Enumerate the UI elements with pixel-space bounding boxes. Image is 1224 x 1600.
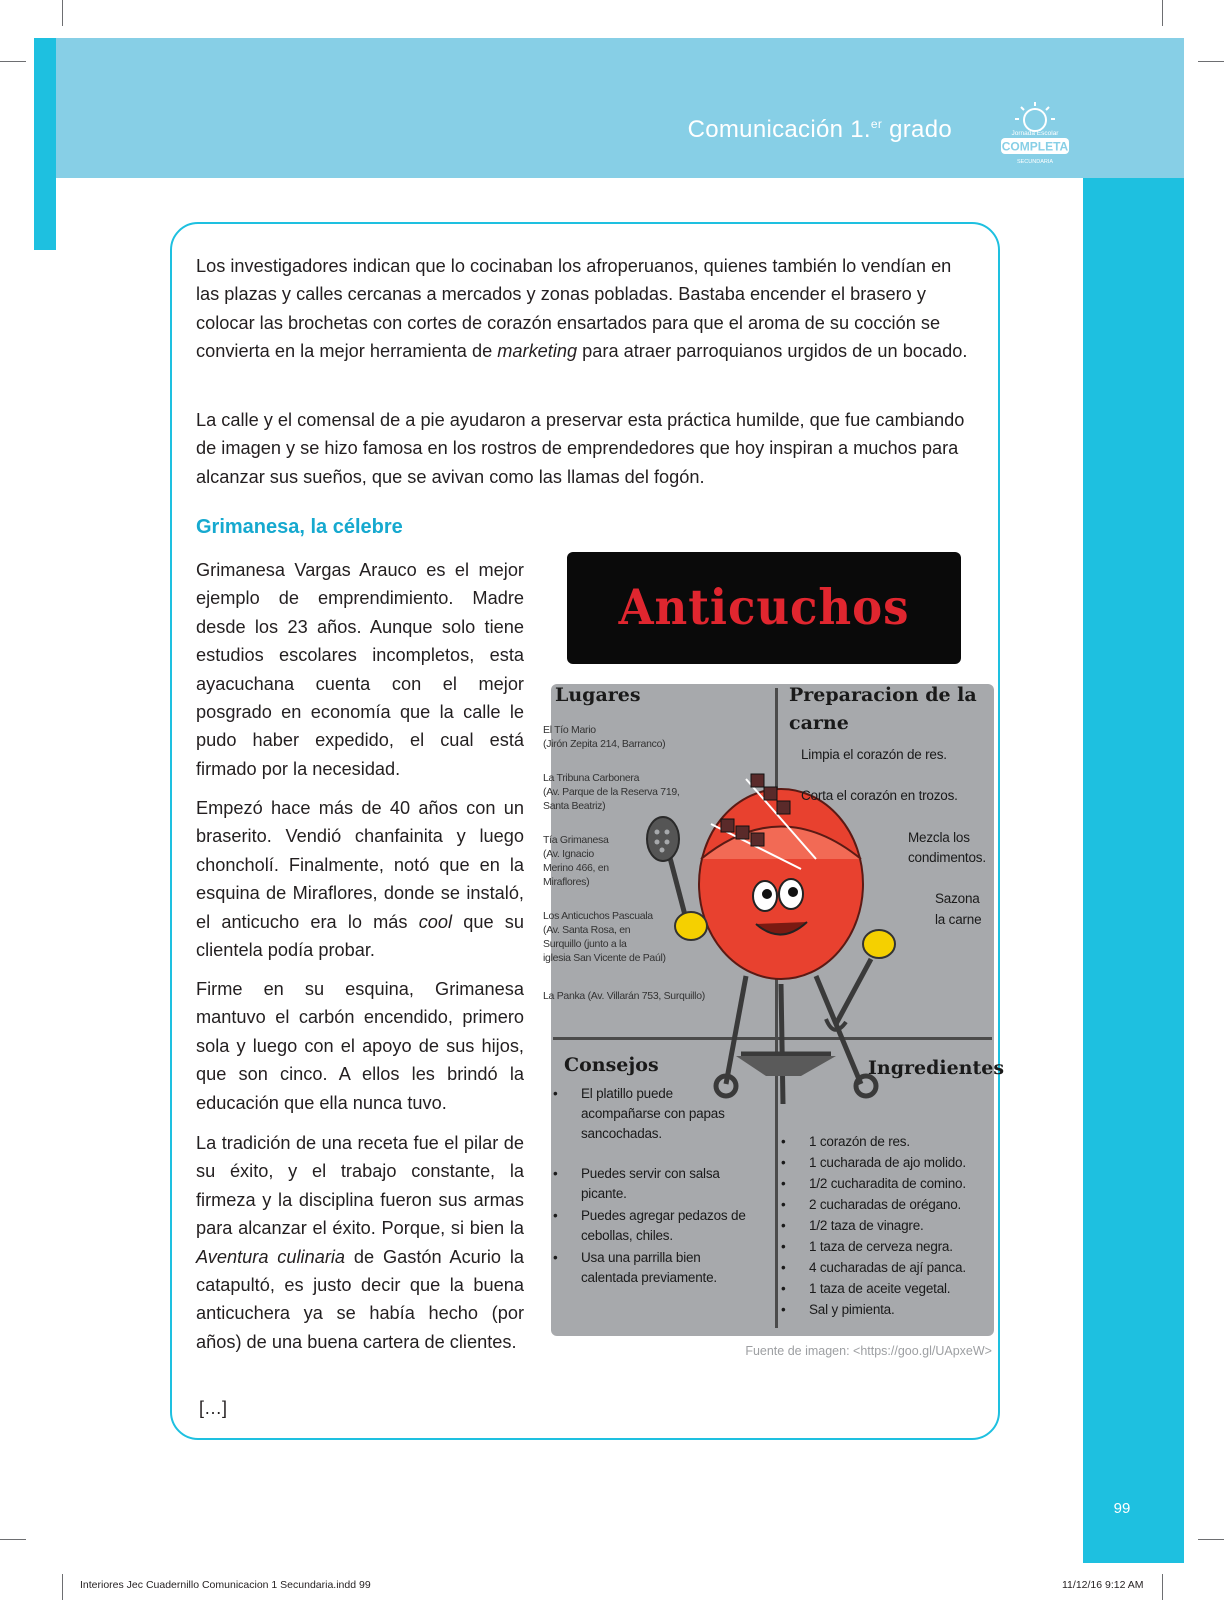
body-paragraph-4: La tradición de una receta fue el pilar de su éxito, y el trabajo constante, la firmeza y la disciplina fueron sus armas para alcanzar el éxito. Porque, si bien la Aventura culinaria de Gastón Acurio la catapultó, es justo decir que la buena anticuchera ya se había hecho (por años) de una buena cartera de clientes. (196, 1133, 524, 1352)
lugar-line: (Av. Santa Rosa, en (543, 924, 631, 936)
lugar-line: El Tío Mario (543, 724, 596, 736)
prep-step: la carne (935, 912, 982, 927)
anticuchos-banner (567, 552, 961, 664)
ingredientes-title: Ingredientes (868, 1057, 1005, 1079)
prep-step: Sazona (935, 891, 980, 906)
ingrediente-item: • Sal y pimienta. (809, 1299, 994, 1320)
body-paragraph-1: Grimanesa Vargas Arauco es el mejor ejemplo de emprendimiento. Madre desde los 23 años. Aunque solo tiene estudios escolares incompletos, esta ayacuchana cuenta con el mejor posgrado en economía que la calle le pudo haber expedido, el cual está firmado por la necesidad. (196, 560, 524, 779)
crop-mark (1162, 1574, 1163, 1600)
svg-text:Jornada Escolar: Jornada Escolar (1011, 130, 1059, 137)
preparacion-title: carne (789, 712, 849, 734)
crop-mark (62, 1574, 63, 1600)
lugar-line: (Av. Parque de la Reserva 719, (543, 786, 680, 798)
prep-step: Corta el corazón en trozos. (801, 788, 958, 803)
section-heading: Grimanesa, la célebre (196, 516, 403, 538)
body-paragraph-3: Firme en su esquina, Grimanesa mantuvo el carbón encendido, primero sola y luego con el apoyo de sus hijos, que son cinco. A ellos les brindó la educación que ella nunca tuvo. (196, 979, 524, 1113)
banner-title: Anticuchos (618, 578, 910, 636)
ingrediente-item: • 1/2 cucharadita de comino. (809, 1173, 994, 1194)
lugar-line: (Jirón Zepita 214, Barranco) (543, 738, 666, 750)
crop-mark (0, 1539, 26, 1540)
prep-step: Mezcla los (908, 830, 970, 845)
crop-mark (62, 0, 63, 26)
lugar-line: Los Anticuchos Pascuala (543, 910, 653, 922)
intro-paragraph-2: La calle y el comensal de a pie ayudaron a preservar esta práctica humilde, que fue cambiando de imagen y se hizo famosa en los rostros de emprendedores que hoy inspiran a muchos para alcanzar sus sueños, que se avivan como las llamas del fogón. (196, 410, 965, 487)
crop-mark (1198, 61, 1224, 62)
print-slug-timestamp: 11/12/16 9:12 AM (1062, 1579, 1144, 1591)
anticuchos-infographic (543, 684, 1005, 1336)
lugar-line: iglesia San Vicente de Paúl) (543, 952, 666, 964)
prep-step: condimentos. (908, 850, 986, 865)
page-number: 99 (1113, 1500, 1131, 1517)
consejo-item: • El platillo puede acompañarse con papas sancochadas. (581, 1084, 756, 1144)
ingrediente-item: • 4 cucharadas de ají panca. (809, 1257, 994, 1278)
consejo-item: • Puedes servir con salsa picante. (581, 1164, 756, 1204)
print-slug-filename: Interiores Jec Cuadernillo Comunicacion 1 Secundaria.indd 99 (80, 1579, 371, 1591)
ingrediente-item: • 1 taza de cerveza negra. (809, 1236, 994, 1257)
lugar-line: Merino 466, en (543, 862, 609, 874)
lugares-title: Lugares (555, 684, 641, 706)
prep-step: Limpia el corazón de res. (801, 747, 947, 762)
svg-text:SECUNDARIA: SECUNDARIA (1016, 159, 1054, 165)
consejos-title: Consejos (564, 1054, 659, 1076)
omission-ellipsis: […] (199, 1398, 228, 1418)
lugar-line: Miraflores) (543, 876, 590, 888)
ingredientes-list (809, 1131, 994, 1320)
lugar-line: La Panka (Av. Villarán 753, Surquillo) (543, 990, 705, 1002)
ingrediente-item: • 1 cucharada de ajo molido. (809, 1152, 994, 1173)
ingrediente-item: • 1/2 taza de vinagre. (809, 1215, 994, 1236)
body-paragraph-2: Empezó hace más de 40 años con un braserito. Vendió chanfainita y luego choncholí. Finalmente, notó que en la esquina de Miraflores, donde se instaló, el anticucho era lo más cool que su clientela podía probar. (196, 798, 524, 961)
crop-mark (0, 61, 26, 62)
right-accent-strip (1083, 178, 1184, 1563)
consejos-list (581, 1084, 756, 1288)
ingrediente-item: • 1 taza de aceite vegetal. (809, 1278, 994, 1299)
ingrediente-item: • 2 cucharadas de orégano. (809, 1194, 994, 1215)
lugar-line: Tía Grimanesa (543, 834, 609, 846)
preparacion-title: Preparacion de la (789, 684, 977, 706)
image-source-caption: Fuente de imagen: <https://goo.gl/UApxeW> (745, 1344, 992, 1358)
crop-mark (1162, 0, 1163, 26)
lugar-line: Surquillo (junto a la (543, 938, 627, 950)
svg-text:COMPLETA: COMPLETA (1001, 139, 1069, 154)
consejo-item: • Usa una parrilla bien calentada previamente. (581, 1248, 756, 1288)
lugar-line: (Av. Ignacio (543, 848, 594, 860)
jornada-escolar-completa-logo (995, 100, 1075, 172)
intro-paragraph-1: Los investigadores indican que lo cocinaban los afroperuanos, quienes también lo vendían en las plazas y calles cercanas a mercados y zonas pobladas. Bastaba encender el brasero y colocar las brochetas con cortes de corazón ensartados para que el aroma de su cocción se convierta en la mejor herramienta de marketing para atraer parroquianos urgidos de un bocado. (196, 256, 968, 362)
lugar-line: La Tribuna Carbonera (543, 772, 640, 784)
consejo-item: • Puedes agregar pedazos de cebollas, chiles. (581, 1206, 756, 1246)
lugar-line: Santa Beatriz) (543, 800, 606, 812)
ingrediente-item: • 1 corazón de res. (809, 1131, 994, 1152)
page-header-title: Comunicación 1.$^{er}$ grado (687, 116, 952, 143)
left-accent-strip (34, 38, 56, 250)
crop-mark (1198, 1539, 1224, 1540)
